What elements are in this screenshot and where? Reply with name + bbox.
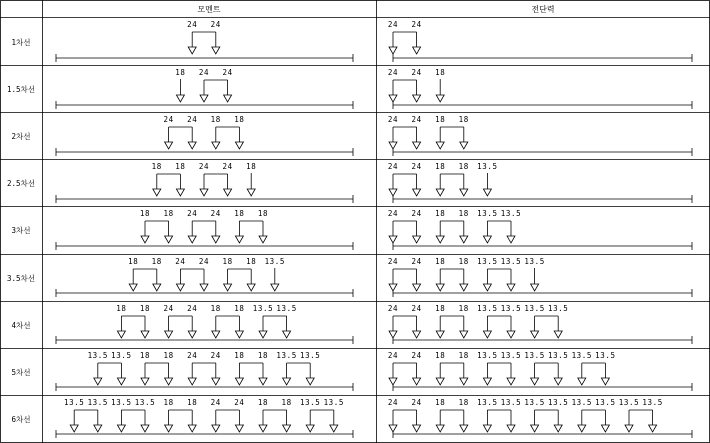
- wheel-load-value: 18: [139, 304, 151, 313]
- wheel-load-value: 13.5: [524, 304, 545, 313]
- moment-wheel-loads: [128, 257, 285, 291]
- wheel-load-value: 18: [281, 398, 292, 407]
- row-label: 3.5차선: [6, 274, 36, 283]
- wheel-load-arrow: [389, 189, 397, 196]
- wheel-load-value: 13.5: [642, 398, 663, 407]
- wheel-load-value: 18: [139, 209, 151, 218]
- wheel-load-value: 24: [387, 257, 399, 266]
- wheel-load-arrow: [235, 425, 243, 432]
- wheel-load-value: 18: [435, 162, 446, 171]
- wheel-load-arrow: [483, 331, 491, 338]
- wheel-load-value: 18: [234, 351, 245, 360]
- moment-wheel-loads: [175, 68, 232, 102]
- wheel-load-arrow: [188, 331, 196, 338]
- wheel-load-arrow: [413, 189, 421, 196]
- wheel-load-value: 13.5: [618, 398, 640, 407]
- wheel-load-arrow: [224, 95, 232, 102]
- wheel-load-arrow: [507, 331, 515, 338]
- wheel-load-arrow: [413, 425, 421, 432]
- wheel-load-arrow: [460, 236, 468, 243]
- moment-beam: [56, 54, 353, 62]
- wheel-load-value: 18: [163, 351, 174, 360]
- wheel-load-value: 13.5: [571, 398, 593, 407]
- wheel-load-arrow: [330, 425, 338, 432]
- wheel-load-arrow: [625, 425, 633, 432]
- wheel-load-value: 18: [435, 398, 446, 407]
- wheel-load-value: 13.5: [477, 304, 498, 313]
- wheel-load-value: 24: [163, 115, 174, 124]
- wheel-load-arrow: [436, 95, 444, 102]
- wheel-load-arrow: [141, 425, 149, 432]
- wheel-load-value: 24: [198, 68, 210, 77]
- moment-wheel-loads: [88, 351, 321, 385]
- wheel-load-arrow: [259, 378, 267, 385]
- wheel-load-arrow: [141, 331, 149, 338]
- wheel-load-value: 13.5: [524, 257, 545, 266]
- wheel-load-arrow: [212, 236, 220, 243]
- wheel-load-arrow: [554, 331, 562, 338]
- wheel-load-value: 18: [246, 257, 257, 266]
- wheel-load-arrow: [483, 236, 491, 243]
- shear-wheel-loads: [388, 257, 545, 291]
- wheel-load-arrow: [200, 284, 208, 291]
- wheel-load-value: 18: [257, 351, 269, 360]
- wheel-load-value: 24: [411, 209, 422, 218]
- wheel-load-value: 18: [151, 257, 162, 266]
- wheel-load-arrow: [141, 236, 149, 243]
- wheel-load-value: 24: [411, 20, 422, 29]
- wheel-load-value: 24: [210, 209, 221, 218]
- row-label: 5차선: [11, 368, 31, 377]
- row-labels: [7, 37, 35, 424]
- wheel-load-value: 18: [458, 115, 469, 124]
- wheel-load-value: 13.5: [500, 304, 522, 313]
- wheel-load-arrow: [483, 378, 491, 385]
- moment-column-header: 모멘트: [197, 5, 221, 14]
- wheel-load-arrow: [188, 142, 196, 149]
- wheel-load-value: 24: [387, 115, 399, 124]
- wheel-load-value: 18: [210, 115, 221, 124]
- shear-beam: [393, 430, 692, 438]
- wheel-load-value: 13.5: [500, 398, 522, 407]
- wheel-load-arrow: [436, 142, 444, 149]
- wheel-load-value: 13.5: [477, 257, 498, 266]
- wheel-load-arrow: [460, 331, 468, 338]
- wheel-load-arrow: [601, 425, 609, 432]
- wheel-load-value: 13.5: [571, 351, 593, 360]
- wheel-load-arrow: [601, 378, 609, 385]
- wheel-load-arrow: [259, 331, 267, 338]
- wheel-load-arrow: [507, 378, 515, 385]
- wheel-load-value: 13.5: [500, 209, 522, 218]
- wheel-load-arrow: [460, 378, 468, 385]
- wheel-load-arrow: [507, 284, 515, 291]
- wheel-load-arrow: [389, 142, 397, 149]
- wheel-load-arrow: [176, 284, 184, 291]
- wheel-load-value: 24: [187, 351, 198, 360]
- row-label: 1차선: [11, 38, 31, 47]
- wheel-load-arrow: [117, 378, 125, 385]
- wheel-load-arrow: [413, 142, 421, 149]
- wheel-load-arrow: [507, 425, 515, 432]
- wheel-load-arrow: [200, 189, 208, 196]
- wheel-load-value: 24: [210, 20, 221, 29]
- wheel-load-value: 13.5: [500, 257, 522, 266]
- wheel-load-value: 13.5: [547, 351, 569, 360]
- wheel-load-value: 13.5: [299, 398, 321, 407]
- wheel-load-arrow: [578, 425, 586, 432]
- moment-beam: [56, 383, 353, 391]
- moment-wheel-loads: [140, 209, 268, 243]
- wheel-load-arrow: [70, 425, 78, 432]
- wheel-load-arrow: [247, 284, 255, 291]
- wheel-load-arrow: [188, 378, 196, 385]
- wheel-load-arrow: [212, 142, 220, 149]
- wheel-load-value: 24: [411, 398, 422, 407]
- wheel-load-arrow: [153, 189, 161, 196]
- wheel-load-value: 13.5: [276, 304, 297, 313]
- wheel-load-arrow: [94, 425, 102, 432]
- wheel-load-value: 24: [387, 351, 399, 360]
- wheel-load-value: 24: [387, 162, 399, 171]
- wheel-load-arrow: [436, 284, 444, 291]
- wheel-load-value: 24: [210, 351, 221, 360]
- wheel-load-arrow: [165, 142, 173, 149]
- wheel-load-value: 24: [198, 162, 210, 171]
- wheel-load-value: 13.5: [477, 351, 498, 360]
- wheel-load-arrow: [389, 425, 397, 432]
- wheel-load-value: 13.5: [111, 351, 132, 360]
- wheel-load-value: 18: [234, 304, 245, 313]
- shear-beam: [393, 289, 692, 297]
- wheel-load-value: 24: [163, 304, 174, 313]
- wheel-load-value: 13.5: [134, 398, 156, 407]
- wheel-load-arrow: [436, 331, 444, 338]
- wheel-load-value: 24: [411, 257, 422, 266]
- wheel-load-arrow: [531, 425, 539, 432]
- wheel-load-value: 24: [187, 304, 198, 313]
- wheel-load-arrow: [578, 378, 586, 385]
- wheel-load-arrow: [306, 425, 314, 432]
- shear-wheel-loads: [388, 20, 422, 54]
- wheel-load-value: 24: [411, 115, 422, 124]
- wheel-load-arrow: [436, 425, 444, 432]
- wheel-load-value: 13.5: [524, 398, 545, 407]
- wheel-load-arrow: [389, 284, 397, 291]
- shear-beam: [393, 101, 692, 109]
- wheel-load-value: 24: [411, 351, 422, 360]
- wheel-load-arrow: [188, 425, 196, 432]
- wheel-load-value: 18: [210, 304, 221, 313]
- moment-wheel-loads: [187, 20, 221, 54]
- wheel-load-arrow: [212, 331, 220, 338]
- wheel-load-arrow: [283, 425, 291, 432]
- wheel-load-arrow: [165, 378, 173, 385]
- wheel-load-value: 18: [151, 162, 162, 171]
- moment-beam: [56, 430, 353, 438]
- wheel-load-arrow: [259, 425, 267, 432]
- wheel-load-value: 24: [187, 20, 198, 29]
- wheel-load-value: 18: [435, 257, 446, 266]
- shear-beam: [393, 336, 692, 344]
- wheel-load-value: 13.5: [477, 162, 498, 171]
- shear-wheel-loads: [388, 68, 445, 102]
- wheel-load-arrow: [153, 284, 161, 291]
- shear-wheel-loads: [388, 162, 498, 196]
- wheel-load-arrow: [94, 378, 102, 385]
- shear-wheel-loads: [388, 351, 616, 385]
- wheel-load-arrow: [259, 236, 267, 243]
- wheel-load-value: 18: [175, 68, 186, 77]
- wheel-load-value: 13.5: [276, 351, 297, 360]
- wheel-load-value: 13.5: [547, 398, 569, 407]
- wheel-load-value: 24: [234, 398, 245, 407]
- wheel-load-arrow: [483, 189, 491, 196]
- wheel-load-arrow: [531, 284, 539, 291]
- wheel-load-value: 24: [222, 162, 233, 171]
- wheel-load-arrow: [413, 378, 421, 385]
- wheel-load-value: 13.5: [111, 398, 132, 407]
- shear-column-header: 전단력: [531, 5, 555, 14]
- wheel-load-arrow: [460, 425, 468, 432]
- wheel-load-value: 18: [116, 304, 127, 313]
- wheel-load-arrow: [176, 189, 184, 196]
- wheel-load-arrow: [176, 95, 184, 102]
- wheel-load-arrow: [649, 425, 657, 432]
- wheel-load-value: 18: [458, 351, 469, 360]
- wheel-load-value: 13.5: [595, 351, 616, 360]
- wheel-load-value: 13.5: [595, 398, 616, 407]
- wheel-load-arrow: [283, 331, 291, 338]
- wheel-load-value: 18: [257, 398, 269, 407]
- wheel-load-arrow: [554, 378, 562, 385]
- wheel-load-value: 18: [435, 68, 446, 77]
- wheel-load-arrow: [117, 425, 125, 432]
- row-label: 2차선: [11, 132, 31, 141]
- wheel-load-value: 13.5: [252, 304, 274, 313]
- wheel-load-arrow: [389, 95, 397, 102]
- wheel-load-arrow: [460, 142, 468, 149]
- wheel-load-value: 13.5: [299, 351, 321, 360]
- wheel-load-arrow: [235, 142, 243, 149]
- wheel-load-value: 13.5: [264, 257, 286, 266]
- wheel-load-value: 13.5: [477, 209, 498, 218]
- wheel-load-value: 18: [163, 398, 174, 407]
- wheel-load-arrow: [188, 47, 196, 54]
- wheel-load-arrow: [212, 425, 220, 432]
- wheel-load-value: 18: [128, 257, 139, 266]
- wheel-load-arrow: [413, 236, 421, 243]
- shear-beam: [393, 54, 692, 62]
- wheel-load-value: 18: [435, 115, 446, 124]
- wheel-load-value: 13.5: [524, 351, 545, 360]
- wheel-load-arrow: [389, 47, 397, 54]
- row-label: 3차선: [11, 226, 31, 235]
- wheel-load-value: 24: [387, 68, 399, 77]
- wheel-load-arrow: [165, 425, 173, 432]
- wheel-load-arrow: [283, 378, 291, 385]
- wheel-load-arrow: [483, 425, 491, 432]
- wheel-load-arrow: [212, 47, 220, 54]
- wheel-load-value: 24: [387, 398, 399, 407]
- wheel-load-value: 24: [222, 68, 233, 77]
- wheel-load-arrow: [271, 284, 279, 291]
- wheel-load-value: 24: [387, 20, 399, 29]
- wheel-load-value: 18: [246, 162, 257, 171]
- moment-wheel-loads: [152, 162, 257, 196]
- wheel-load-value: 18: [234, 209, 245, 218]
- wheel-load-value: 24: [411, 162, 422, 171]
- wheel-load-value: 18: [139, 351, 151, 360]
- wheel-load-arrow: [413, 331, 421, 338]
- moment-wheel-loads: [163, 115, 244, 149]
- wheel-load-arrow: [531, 331, 539, 338]
- wheel-load-value: 24: [187, 115, 198, 124]
- wheel-load-value: 24: [411, 68, 422, 77]
- row-label: 1.5차선: [6, 85, 36, 94]
- moment-beam: [56, 336, 353, 344]
- wheel-load-arrow: [389, 331, 397, 338]
- moment-beam: [56, 101, 353, 109]
- wheel-load-arrow: [436, 236, 444, 243]
- wheel-load-arrow: [436, 378, 444, 385]
- wheel-load-value: 13.5: [547, 304, 569, 313]
- wheel-load-arrow: [389, 378, 397, 385]
- moment-beam: [56, 195, 353, 203]
- wheel-load-arrow: [200, 95, 208, 102]
- wheel-load-value: 18: [458, 398, 469, 407]
- moment-wheel-loads: [64, 398, 344, 432]
- wheel-load-arrow: [413, 47, 421, 54]
- beams: [56, 54, 692, 438]
- wheel-load-value: 18: [435, 209, 446, 218]
- shear-beam: [393, 242, 692, 250]
- wheel-load-arrow: [235, 378, 243, 385]
- wheel-load-arrow: [247, 189, 255, 196]
- wheel-load-value: 24: [387, 304, 399, 313]
- wheel-load-arrow: [224, 284, 232, 291]
- wheel-load-value: 18: [458, 257, 469, 266]
- wheel-load-value: 24: [198, 257, 210, 266]
- wheel-load-value: 18: [257, 209, 269, 218]
- wheel-load-value: 13.5: [87, 398, 109, 407]
- wheel-load-value: 18: [222, 257, 233, 266]
- wheel-load-arrow: [141, 378, 149, 385]
- wheel-load-arrow: [212, 378, 220, 385]
- wheel-load-arrow: [224, 189, 232, 196]
- wheel-load-arrow: [235, 331, 243, 338]
- wheel-load-arrow: [389, 236, 397, 243]
- wheel-load-arrow: [306, 378, 314, 385]
- wheel-load-arrow: [531, 378, 539, 385]
- wheel-load-value: 24: [210, 398, 221, 407]
- shear-beam: [393, 383, 692, 391]
- wheel-load-value: 18: [163, 209, 174, 218]
- wheel-load-value: 18: [458, 162, 469, 171]
- moment-wheel-loads: [116, 304, 297, 338]
- wheel-load-value: 18: [187, 398, 198, 407]
- wheel-load-value: 18: [435, 351, 446, 360]
- shear-beam: [393, 195, 692, 203]
- wheel-load-arrow: [117, 331, 125, 338]
- wheel-load-value: 18: [175, 162, 186, 171]
- wheel-load-arrow: [235, 236, 243, 243]
- moment-beam: [56, 242, 353, 250]
- wheel-load-arrow: [129, 284, 137, 291]
- wheel-load-arrow: [507, 236, 515, 243]
- row-label: 2.5차선: [6, 179, 36, 188]
- wheel-load-value: 13.5: [323, 398, 345, 407]
- wheel-load-arrow: [188, 236, 196, 243]
- wheel-load-arrow: [460, 189, 468, 196]
- wheel-load-value: 18: [234, 115, 245, 124]
- load-groups: [64, 20, 663, 432]
- wheel-load-value: 18: [458, 209, 469, 218]
- wheel-load-value: 24: [175, 257, 186, 266]
- wheel-load-arrow: [165, 331, 173, 338]
- shear-wheel-loads: [388, 115, 469, 149]
- wheel-load-value: 24: [387, 209, 399, 218]
- wheel-load-value: 13.5: [477, 398, 498, 407]
- wheel-load-arrow: [554, 425, 562, 432]
- wheel-load-arrow: [460, 284, 468, 291]
- wheel-load-arrow: [483, 284, 491, 291]
- wheel-load-arrow: [413, 284, 421, 291]
- wheel-load-value: 24: [187, 209, 198, 218]
- wheel-load-arrow: [165, 236, 173, 243]
- shear-wheel-loads: [388, 304, 569, 338]
- moment-beam: [56, 148, 353, 156]
- wheel-load-value: 13.5: [87, 351, 109, 360]
- wheel-load-value: 13.5: [500, 351, 522, 360]
- wheel-load-value: 13.5: [63, 398, 85, 407]
- wheel-load-value: 24: [411, 304, 422, 313]
- wheel-load-value: 18: [458, 304, 469, 313]
- shear-beam: [393, 148, 692, 156]
- wheel-load-value: 18: [435, 304, 446, 313]
- wheel-load-arrow: [436, 189, 444, 196]
- row-label: 6차선: [11, 415, 31, 424]
- shear-wheel-loads: [388, 398, 663, 432]
- wheel-load-arrow: [413, 95, 421, 102]
- shear-wheel-loads: [388, 209, 521, 243]
- row-label: 4차선: [11, 321, 31, 330]
